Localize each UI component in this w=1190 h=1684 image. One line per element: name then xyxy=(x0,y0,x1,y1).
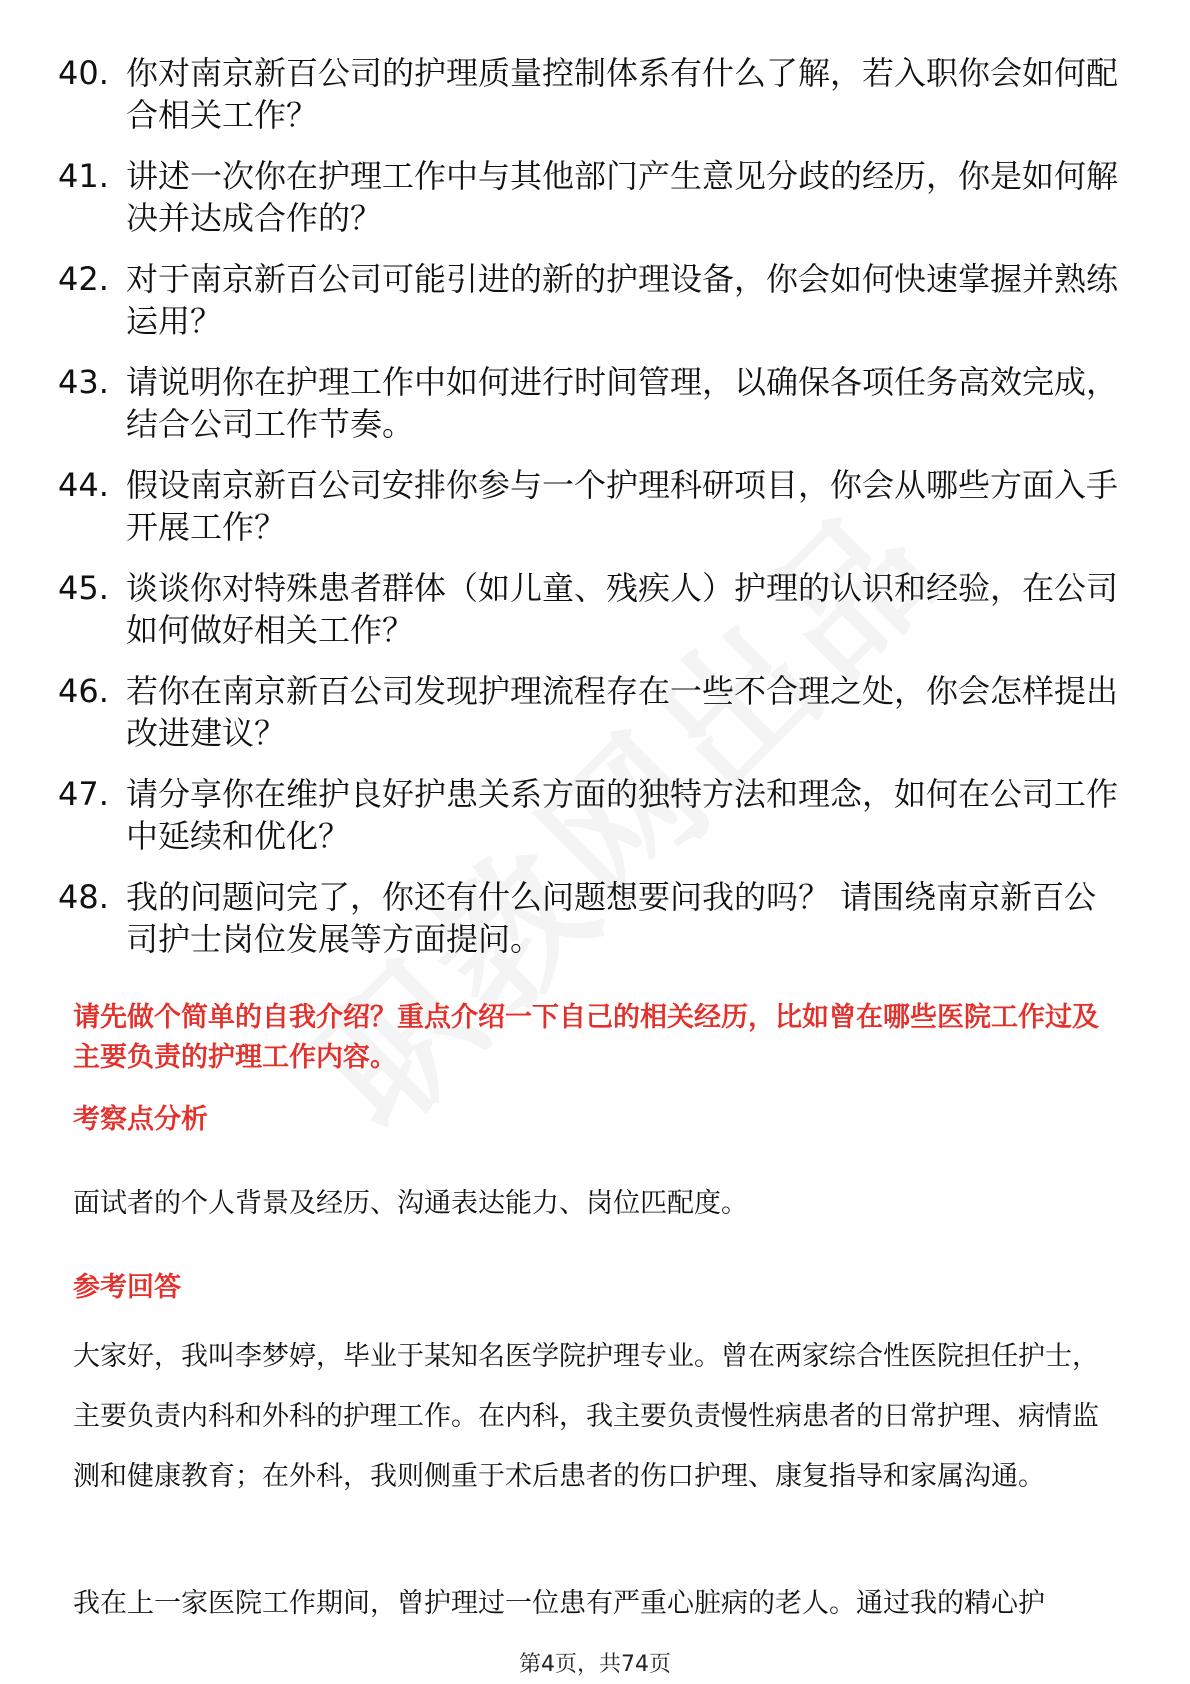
question-text: 我的问题问完了，你还有什么问题想要问我的吗？ 请围绕南京新百公司护士岗位发展等方面提问。 xyxy=(126,878,1097,958)
question-text: 谈谈你对特殊患者群体（如儿童、残疾人）护理的认识和经验，在公司如何做好相关工作？ xyxy=(126,569,1119,649)
list-item xyxy=(58,155,1118,239)
page-footer: 第4页，共74页 xyxy=(519,1652,671,1677)
list-item xyxy=(58,670,1118,754)
question-number: 47. xyxy=(58,775,109,813)
question-text: 请说明你在护理工作中如何进行时间管理，以确保各项任务高效完成，结合公司工作节奏。 xyxy=(126,363,1119,443)
question-number: 45. xyxy=(58,569,109,607)
question-text: 对于南京新百公司可能引进的新的护理设备，你会如何快速掌握并熟练运用？ xyxy=(126,260,1119,340)
question-text: 请分享你在维护良好护患关系方面的独特方法和理念，如何在公司工作中延续和优化？ xyxy=(126,775,1119,855)
analysis-heading: 考察点分析 xyxy=(73,1104,208,1135)
answer-paragraph: 我在上一家医院工作期间，曾护理过一位患有严重心脏病的老人。通过我的精心护 xyxy=(73,1588,1045,1619)
question-text: 你对南京新百公司的护理质量控制体系有什么了解，若入职你会如何配合相关工作？ xyxy=(126,54,1119,134)
question-number: 48. xyxy=(58,878,109,916)
list-item xyxy=(58,258,1118,342)
question-list xyxy=(58,52,1118,979)
question-number: 42. xyxy=(58,260,109,298)
question-number: 44. xyxy=(58,466,109,504)
question-number: 40. xyxy=(58,54,109,92)
list-item xyxy=(58,52,1118,136)
list-item xyxy=(58,876,1118,960)
highlight-question: 请先做个简单的自我介绍？重点介绍一下自己的相关经历，比如曾在哪些医院工作过及主要负责的护理工作内容。 xyxy=(73,1002,1099,1073)
question-number: 46. xyxy=(58,672,109,710)
answer-paragraph: 大家好，我叫李梦婷，毕业于某知名医学院护理专业。曾在两家综合性医院担任护士，主要负责内科和外科的护理工作。在内科，我主要负责慢性病患者的日常护理、病情监测和健康教育；在外科，我则侧重于术后患者的伤口护理、康复指导和家属沟通。 xyxy=(73,1341,1099,1492)
question-text: 讲述一次你在护理工作中与其他部门产生意见分歧的经历，你是如何解决并达成合作的？ xyxy=(126,157,1119,237)
question-text: 假设南京新百公司安排你参与一个护理科研项目，你会从哪些方面入手开展工作？ xyxy=(126,466,1119,546)
question-number: 43. xyxy=(58,363,109,401)
question-number: 41. xyxy=(58,157,109,195)
reference-heading: 参考回答 xyxy=(73,1272,181,1303)
list-item xyxy=(58,773,1118,857)
list-item xyxy=(58,567,1118,651)
question-text: 若你在南京新百公司发现护理流程存在一些不合理之处，你会怎样提出改进建议？ xyxy=(126,672,1119,752)
analysis-text: 面试者的个人背景及经历、沟通表达能力、岗位匹配度。 xyxy=(73,1188,748,1219)
list-item xyxy=(58,361,1118,445)
list-item xyxy=(58,464,1118,548)
